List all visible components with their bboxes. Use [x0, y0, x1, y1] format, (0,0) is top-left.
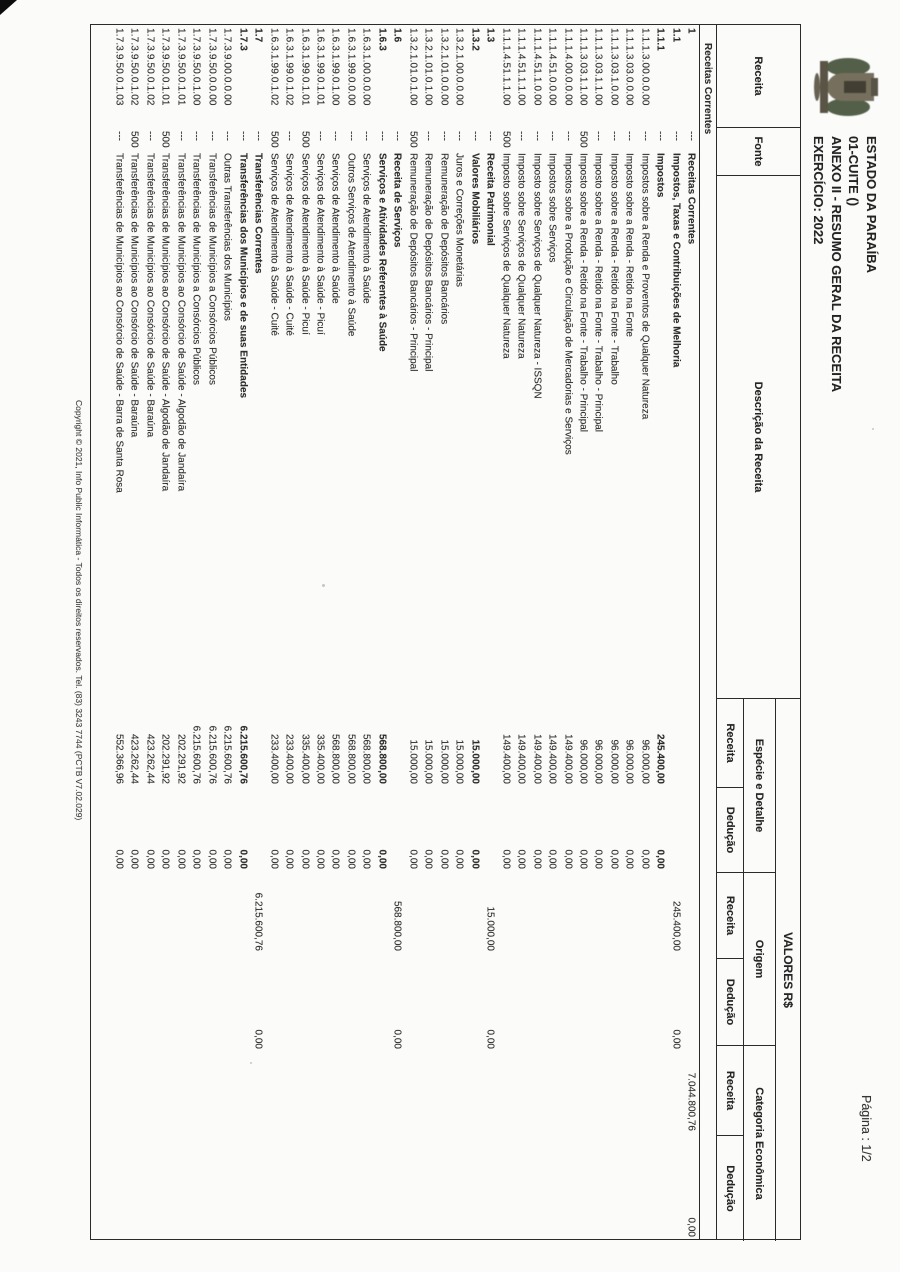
row-fonte: 500: [128, 131, 140, 148]
row-especie-deducao: 0,00: [608, 849, 620, 869]
row-especie-receita: 96.000,00: [577, 739, 589, 784]
row-especie-deducao: 0,00: [268, 849, 280, 869]
table-row: [684, 25, 699, 1239]
row-especie-deducao: 0,00: [654, 849, 666, 869]
row-especie-deducao: 0,00: [314, 849, 326, 869]
table-row: [390, 25, 405, 1239]
row-especie-receita: 423.262,44: [128, 733, 140, 784]
row-fonte: ---: [608, 131, 620, 141]
row-code: 1.1: [670, 28, 682, 43]
row-especie-receita: 568.800,00: [329, 733, 341, 784]
row-description: Serviços de Atendimento à Saúde - Picuí: [299, 153, 311, 335]
row-especie-receita: 233.400,00: [268, 733, 280, 784]
row-description: Remuneração de Depósitos Bancários - Principal: [422, 153, 434, 372]
table-row: [560, 25, 575, 1239]
row-description: Transferências de Municípios a Consórcios Públicos: [190, 153, 202, 385]
row-especie-receita: 149.400,00: [515, 733, 527, 784]
row-description: Imposto sobre Serviços de Qualquer Natureza - ISSQN: [531, 153, 543, 399]
row-code: 1.7: [252, 28, 264, 43]
row-description: Juros e Correções Monetárias: [453, 153, 465, 287]
table-row: [591, 25, 606, 1239]
row-fonte: ---: [623, 131, 635, 141]
row-description: Impostos sobre a Produção e Circulação de Mercadorias e Serviços: [562, 153, 574, 455]
table-row: [575, 25, 590, 1239]
table-row: [142, 25, 157, 1239]
row-description: Valores Mobiliários: [469, 153, 481, 245]
row-fonte: 500: [159, 131, 171, 148]
row-especie-deducao: 0,00: [546, 849, 558, 869]
row-fonte: ---: [283, 131, 295, 141]
table-row: [343, 25, 358, 1239]
page-number: Página : 1/2: [859, 1095, 873, 1162]
row-code: 1.3.2.1.01.0.0.00: [438, 28, 450, 106]
row-code: 1.7.3: [237, 28, 249, 51]
table-row: [436, 25, 451, 1239]
row-fonte: ---: [345, 131, 357, 141]
row-especie-receita: 335.400,00: [314, 733, 326, 784]
row-especie-deducao: 0,00: [175, 849, 187, 869]
entity-name: 01-CUITE (): [846, 136, 862, 207]
org-name: ESTADO DA PARAÍBA: [864, 136, 879, 273]
row-description: Outras Transferências dos Municípios: [221, 153, 233, 321]
row-especie-receita: 335.400,00: [299, 733, 311, 784]
col-sub-origem-deducao: Dedução: [717, 959, 743, 1046]
row-fonte: ---: [206, 131, 218, 141]
col-group-categoria-economica: Categoria Econômica: [743, 1046, 775, 1241]
table-row: [158, 25, 173, 1239]
revenue-table: [90, 24, 801, 1240]
row-code: 1.6.3.1.99.0.1.01: [314, 28, 326, 106]
table-row: [328, 25, 343, 1239]
row-fonte: 500: [268, 131, 280, 148]
row-fonte: ---: [113, 131, 125, 141]
col-sub-especie-receita: Receita: [717, 699, 743, 788]
row-especie-deducao: 0,00: [144, 849, 156, 869]
col-sub-categoria-deducao: Dedução: [724, 1165, 736, 1212]
row-code: 1.1.1.4.51.1.0.00: [531, 28, 543, 106]
row-description: Transferências de Municípios ao Consórcio de Saúde - Algodão de Jandaíra: [175, 153, 187, 492]
row-code: 1.3.2.1.01.0.1.00: [422, 28, 434, 106]
row-especie-deducao: 0,00: [500, 849, 512, 869]
row-description: Transferências de Municípios ao Consórcio de Saúde - Baraúna: [128, 153, 140, 438]
row-especie-receita: 6.215.600,76: [190, 725, 202, 784]
row-description: Serviços de Atendimento à Saúde: [329, 153, 341, 304]
section-title: Receitas Correntes: [699, 25, 716, 1239]
row-fonte: ---: [329, 131, 341, 141]
col-group-origem: Origem: [743, 873, 775, 1046]
row-especie-deducao: 0,00: [623, 849, 635, 869]
row-especie-deducao: 0,00: [639, 849, 651, 869]
row-description: Serviços e Atividades Referentes à Saúde: [376, 153, 388, 352]
row-code: 1.6.3.1.99.0.1.01: [299, 28, 311, 106]
row-categoria-deducao: 0,00: [685, 1217, 697, 1237]
table-row: [297, 25, 312, 1239]
row-categoria-receita: 7.044.800,76: [685, 1072, 697, 1131]
row-code: 1.3.2: [469, 28, 481, 51]
row-origem-receita: 245.400,00: [670, 900, 682, 951]
row-code: 1: [685, 28, 697, 34]
row-code: 1.7.3.9.50.0.1.02: [128, 28, 140, 106]
table-row: [127, 25, 142, 1239]
table-row: [421, 25, 436, 1239]
row-code: 1.6.3.1.00.0.0.00: [360, 28, 372, 106]
row-especie-receita: 568.800,00: [376, 733, 388, 784]
row-description: Remuneração de Depósitos Bancários - Principal: [407, 153, 419, 372]
row-especie-receita: 96.000,00: [623, 739, 635, 784]
table-row: [637, 25, 652, 1239]
row-code: 1.3.2.1.00.0.0.00: [453, 28, 465, 106]
col-sub-especie-deducao: Dedução: [717, 788, 743, 873]
row-especie-deducao: 0,00: [360, 849, 372, 869]
row-especie-receita: 202.291,92: [175, 733, 187, 784]
row-fonte: ---: [221, 131, 233, 141]
row-description: Impostos, Taxas e Contribuições de Melhoria: [670, 153, 682, 368]
col-header-valores: VALORES R$: [775, 699, 800, 1241]
row-code: 1.6.3.1.99.0.1.02: [268, 28, 280, 106]
row-especie-receita: 149.400,00: [546, 733, 558, 784]
row-description: Imposto sobre a Renda - Retido na Fonte - Trabalho: [608, 153, 620, 385]
table-row: [482, 25, 497, 1239]
row-especie-deducao: 0,00: [237, 849, 249, 869]
row-code: 1.1.1.3.00.0.0.00: [639, 28, 651, 106]
table-row: [498, 25, 513, 1239]
row-especie-receita: 15.000,00: [422, 739, 434, 784]
row-especie-receita: 202.291,92: [159, 733, 171, 784]
row-fonte: ---: [654, 131, 666, 141]
row-especie-deducao: 0,00: [206, 849, 218, 869]
row-code: 1.7.3.9.00.0.0.00: [221, 28, 233, 106]
row-especie-receita: 96.000,00: [592, 739, 604, 784]
table-row: [189, 25, 204, 1239]
row-fonte: ---: [546, 131, 558, 141]
row-fonte: ---: [391, 131, 403, 141]
row-description: Imposto sobre Serviços de Qualquer Natureza: [500, 153, 512, 359]
row-especie-receita: 15.000,00: [407, 739, 419, 784]
row-origem-deducao: 0,00: [484, 1029, 496, 1049]
row-especie-deducao: 0,00: [438, 849, 450, 869]
table-row: [111, 25, 126, 1239]
row-especie-receita: 6.215.600,76: [221, 725, 233, 784]
row-especie-receita: 15.000,00: [469, 739, 481, 784]
row-description: Transferências de Municípios ao Consórcio de Saúde - Baraúna: [144, 153, 156, 438]
report-title: ANEXO II - RESUMO GERAL DA RECEITA: [829, 136, 844, 393]
col-header-receita: Receita: [717, 25, 800, 128]
row-especie-receita: 245.400,00: [654, 733, 666, 784]
row-code: 1.7.3.9.50.0.0.00: [206, 28, 218, 106]
row-code: 1.1.1.3.03.0.0.00: [623, 28, 635, 106]
row-fonte: ---: [175, 131, 187, 141]
row-especie-receita: 149.400,00: [531, 733, 543, 784]
row-description: Transferências de Municípios a Consórcios Públicos: [206, 153, 218, 385]
row-especie-deducao: 0,00: [128, 849, 140, 869]
table-row: [312, 25, 327, 1239]
row-fonte: ---: [252, 131, 264, 141]
row-description: Imposto sobre a Renda - Retido na Fonte - Trabalho - Principal: [592, 153, 604, 433]
row-origem-deducao: 0,00: [252, 1029, 264, 1049]
row-fonte: ---: [484, 131, 496, 141]
row-code: 1.6.3.1.99.0.1.02: [283, 28, 295, 106]
row-especie-receita: 568.800,00: [345, 733, 357, 784]
row-fonte: 500: [577, 131, 589, 148]
row-fonte: ---: [422, 131, 434, 141]
col-header-descricao: Descrição da Receita: [717, 176, 800, 699]
document-title-block: [810, 136, 880, 392]
row-description: Serviços de Atendimento à Saúde - Cuité: [283, 153, 295, 336]
row-code: 1.1.1.3.03.1.0.00: [608, 28, 620, 106]
row-description: Serviços de Atendimento à Saúde: [360, 153, 372, 304]
row-description: Serviços de Atendimento à Saúde - Cuité: [268, 153, 280, 336]
row-code: 1.7.3.9.50.0.1.01: [159, 28, 171, 106]
row-especie-deducao: 0,00: [515, 849, 527, 869]
row-fonte: ---: [376, 131, 388, 141]
row-fonte: ---: [639, 131, 651, 141]
row-especie-receita: 6.215.600,76: [237, 725, 249, 784]
row-code: 1.1.1.4.00.0.0.00: [562, 28, 574, 106]
row-fonte: 500: [500, 131, 512, 148]
row-fonte: ---: [190, 131, 202, 141]
row-especie-receita: 233.400,00: [283, 733, 295, 784]
exercise-year: EXERCÍCIO: 2022: [811, 136, 827, 245]
col-group-especie-detalhe: Espécie e Detalhe: [743, 699, 775, 873]
row-code: 1.7.3.9.50.0.1.02: [144, 28, 156, 106]
row-description: Serviços de Atendimento à Saúde - Picuí: [314, 153, 326, 335]
row-especie-deducao: 0,00: [190, 849, 202, 869]
row-code: 1.1.1.3.03.1.1.00: [592, 28, 604, 106]
row-code: 1.1.1.4.51.1.1.00: [500, 28, 512, 106]
row-code: 1.6.3.1.99.0.1.00: [329, 28, 341, 106]
row-fonte: ---: [438, 131, 450, 141]
row-fonte: ---: [453, 131, 465, 141]
row-especie-receita: 552.366,96: [113, 733, 125, 784]
row-code: 1.7.3.9.50.0.1.03: [113, 28, 125, 106]
table-row: [281, 25, 296, 1239]
row-description: Transferências de Municípios ao Consórcio de Saúde - Barra de Santa Rosa: [113, 153, 125, 493]
row-fonte: ---: [144, 131, 156, 141]
row-description: Imposto sobre Serviços de Qualquer Natureza: [515, 153, 527, 359]
row-especie-receita: 423.262,44: [144, 733, 156, 784]
row-especie-deducao: 0,00: [531, 849, 543, 869]
table-row: [452, 25, 467, 1239]
row-especie-receita: 149.400,00: [500, 733, 512, 784]
row-fonte: ---: [314, 131, 326, 141]
row-description: Receita Patrimonial: [484, 153, 496, 246]
row-description: Impostos sobre a Renda e Proventos de Qualquer Natureza: [639, 153, 651, 420]
row-description: Remuneração de Depósitos Bancários: [438, 153, 450, 325]
row-code: 1.3: [484, 28, 496, 43]
row-especie-deducao: 0,00: [329, 849, 341, 869]
row-especie-deducao: 0,00: [469, 849, 481, 869]
row-especie-deducao: 0,00: [113, 849, 125, 869]
row-code: 1.1.1.4.51.1.1.00: [515, 28, 527, 106]
row-code: 1.3.2.1.01.0.1.00: [407, 28, 419, 106]
row-especie-deducao: 0,00: [562, 849, 574, 869]
row-fonte: ---: [515, 131, 527, 141]
row-fonte: ---: [562, 131, 574, 141]
row-description: Impostos: [654, 153, 666, 198]
row-code: 1.7.3.9.50.0.1.01: [175, 28, 187, 106]
row-especie-deducao: 0,00: [345, 849, 357, 869]
row-especie-receita: 15.000,00: [438, 739, 450, 784]
row-fonte: ---: [360, 131, 372, 141]
table-row: [622, 25, 637, 1239]
row-description: Transferências Correntes: [252, 153, 264, 274]
row-especie-deducao: 0,00: [453, 849, 465, 869]
row-description: Receita de Serviços: [391, 153, 403, 248]
col-sub-origem-receita: Receita: [717, 873, 743, 959]
row-especie-receita: 96.000,00: [608, 739, 620, 784]
row-especie-deducao: 0,00: [592, 849, 604, 869]
row-origem-deducao: 0,00: [670, 1029, 682, 1049]
row-especie-receita: 568.800,00: [360, 733, 372, 784]
row-origem-receita: 568.800,00: [391, 900, 403, 951]
row-code: 1.7.3.9.50.0.1.00: [190, 28, 202, 106]
row-especie-receita: 15.000,00: [453, 739, 465, 784]
table-row: [405, 25, 420, 1239]
table-row: [250, 25, 265, 1239]
table-row: [359, 25, 374, 1239]
row-especie-deducao: 0,00: [299, 849, 311, 869]
table-row: [467, 25, 482, 1239]
table-row: [219, 25, 234, 1239]
row-fonte: 500: [407, 131, 419, 148]
table-row: [606, 25, 621, 1239]
row-code: 1.6.3: [376, 28, 388, 51]
row-fonte: ---: [237, 131, 249, 141]
row-description: Transferências dos Municípios e de suas Entidades: [237, 153, 249, 399]
table-row: [668, 25, 683, 1239]
row-code: 1.1.1.4.51.0.0.00: [546, 28, 558, 106]
row-fonte: ---: [592, 131, 604, 141]
row-description: Imposto sobre a Renda - Retido na Fonte: [623, 153, 635, 337]
table-row: [513, 25, 528, 1239]
table-row: [266, 25, 281, 1239]
header-divider: [716, 25, 717, 1239]
row-especie-deducao: 0,00: [407, 849, 419, 869]
copyright-footer: Copyright © 2021, Info Public Informática - Todos os direitos reservados. Tel. (83) 3243 7744 (PCTB V7.02.029): [74, 400, 84, 821]
row-description: Imposto sobre a Renda - Retido na Fonte - Trabalho - Principal: [577, 153, 589, 433]
row-code: 1.6: [391, 28, 403, 43]
table-row: [235, 25, 250, 1239]
row-fonte: ---: [670, 131, 682, 141]
table-row: [374, 25, 389, 1239]
row-especie-deducao: 0,00: [422, 849, 434, 869]
scan-corner-artifact: [0, 0, 17, 15]
row-especie-deducao: 0,00: [283, 849, 295, 869]
row-especie-deducao: 0,00: [577, 849, 589, 869]
row-origem-receita: 6.215.600,76: [252, 892, 264, 951]
col-header-fonte: Fonte: [717, 128, 800, 176]
row-description: Receitas Correntes: [685, 153, 697, 245]
coat-of-arms-icon: [812, 55, 882, 119]
row-code: 1.1.1.3.03.1.1.00: [577, 28, 589, 106]
row-fonte: ---: [685, 131, 697, 141]
row-especie-receita: 96.000,00: [639, 739, 651, 784]
row-especie-deducao: 0,00: [159, 849, 171, 869]
row-especie-receita: 149.400,00: [562, 733, 574, 784]
table-row: [173, 25, 188, 1239]
table-row: [544, 25, 559, 1239]
row-description: Transferências de Municípios ao Consórcio de Saúde - Algodão de Jandaíra: [159, 153, 171, 492]
row-fonte: 500: [299, 131, 311, 148]
row-description: Outros Serviços de Atendimento à Saúde: [345, 153, 357, 337]
row-origem-receita: 15.000,00: [484, 906, 496, 951]
row-code: 1.1.1: [654, 28, 666, 51]
row-fonte: ---: [531, 131, 543, 141]
row-especie-deducao: 0,00: [376, 849, 388, 869]
row-especie-receita: 6.215.600,76: [206, 725, 218, 784]
row-origem-deducao: 0,00: [391, 1029, 403, 1049]
row-description: Impostos sobre Serviços: [546, 153, 558, 263]
table-row: [204, 25, 219, 1239]
table-row: [529, 25, 544, 1239]
col-sub-categoria-receita: Receita: [717, 1046, 743, 1136]
row-especie-deducao: 0,00: [221, 849, 233, 869]
row-code: 1.6.3.1.99.0.0.00: [345, 28, 357, 106]
table-row: [653, 25, 668, 1239]
row-fonte: ---: [469, 131, 481, 141]
table-rows: [111, 25, 699, 1239]
